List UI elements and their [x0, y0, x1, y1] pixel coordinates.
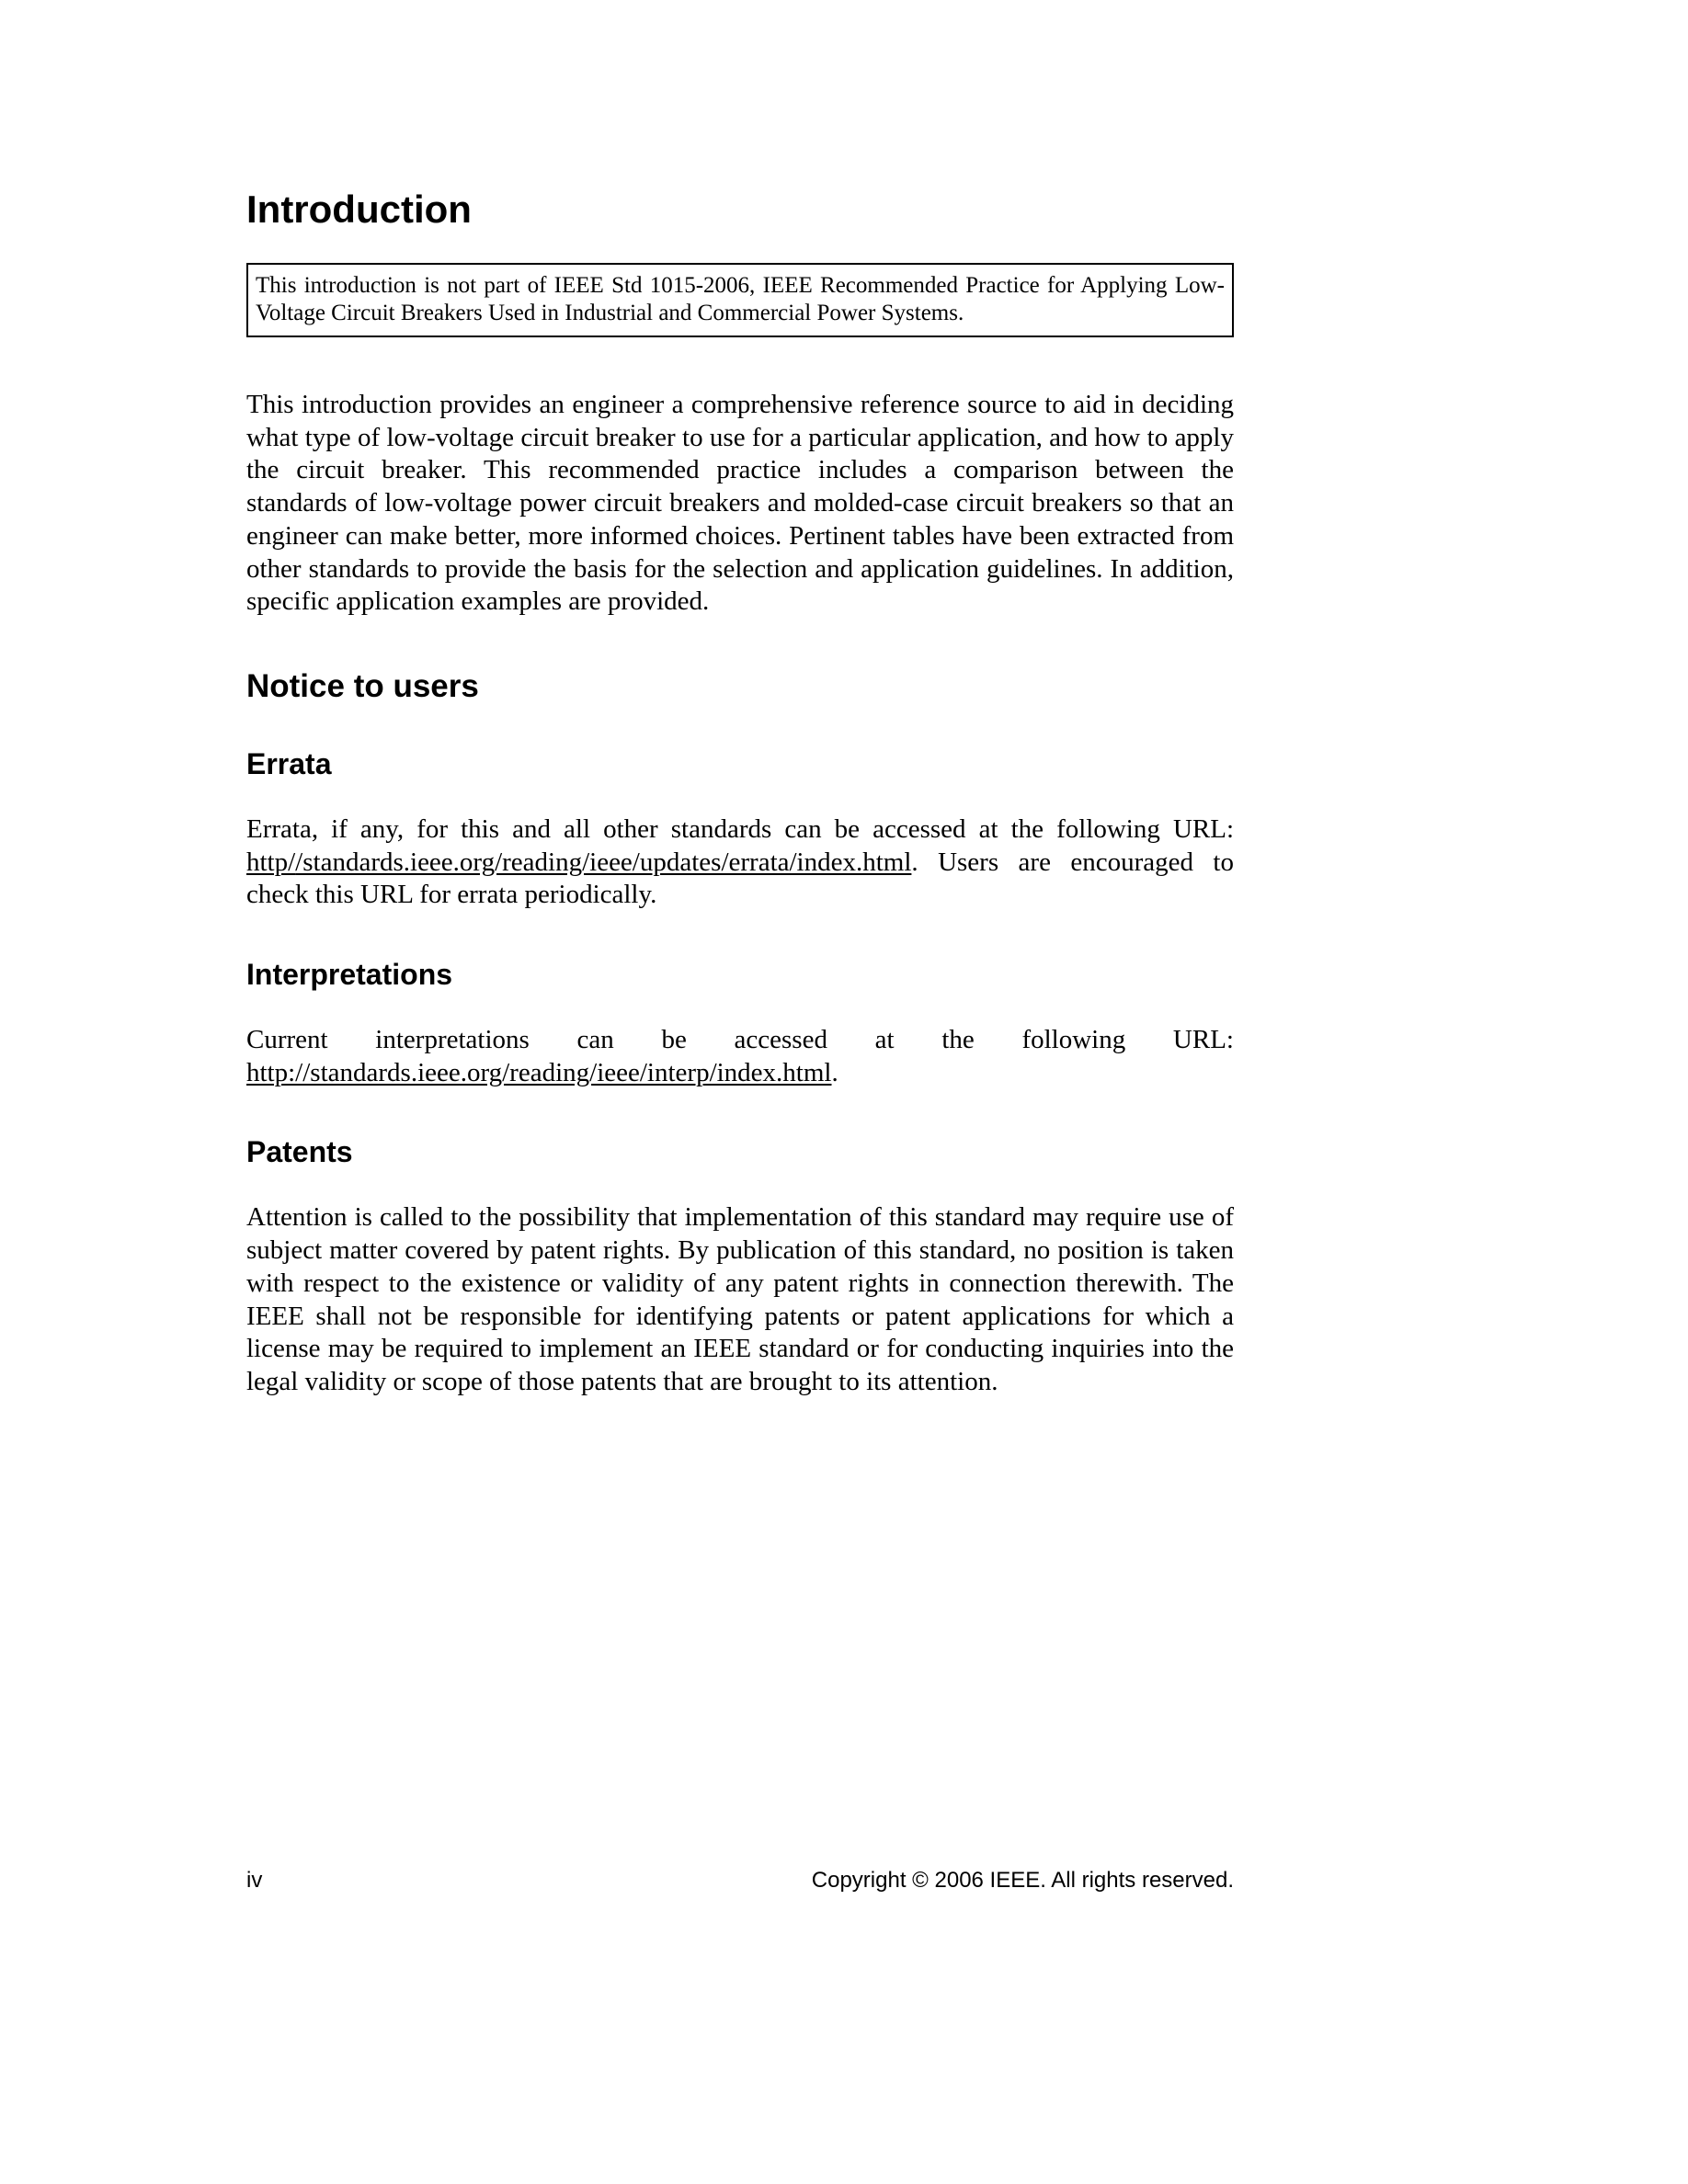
page-content	[246, 182, 1234, 1399]
interpretations-text-after: .	[831, 1057, 838, 1087]
patents-paragraph: Attention is called to the possibility that implementation of this standard may require use of subject matter covered by patent rights. By publication of this standard, no position is taken with respect to the existence or validity of any patent rights in connection therewith. The IEEE shall not be responsible for identifying patents or patent applications for which a license may be required to implement an IEEE standard or for conducting inquiries into the legal validity or scope of those patents that are brought to its attention.	[246, 1202, 1234, 1396]
errata-paragraph	[246, 813, 1234, 912]
patents-heading: Patents	[246, 1135, 353, 1169]
errata-url-link-part1[interactable]: http/	[246, 847, 296, 877]
introduction-notice-box: This introduction is not part of IEEE Std 1015-2006, IEEE Recommended Practice for Applying Low-Voltage Circuit Breakers Used in Industrial and Commercial Power Systems.	[246, 263, 1234, 337]
errata-url-link-part2[interactable]: /standards.ieee.org/reading/ieee/updates/errata/index.html	[295, 847, 912, 877]
notice-to-users-heading: Notice to users	[246, 667, 479, 704]
interpretations-heading: Interpretations	[246, 958, 453, 992]
introduction-heading: Introduction	[246, 188, 472, 231]
page-footer	[246, 1868, 1234, 1894]
errata-text-after: . Users are encouraged to check this URL for errata periodically.	[246, 847, 1234, 910]
interpretations-url-link[interactable]: http://standards.ieee.org/reading/ieee/interp/index.html	[246, 1057, 832, 1087]
page-number: iv	[246, 1868, 263, 1893]
interpretations-paragraph	[246, 1024, 1234, 1089]
copyright-notice: Copyright © 2006 IEEE. All rights reserved.	[811, 1868, 1234, 1893]
interpretations-text-before: Current interpretations can be accessed at the following URL:	[246, 1025, 1234, 1055]
introduction-paragraph: This introduction provides an engineer a comprehensive reference source to aid in deciding what type of low-voltage circuit breaker to use for a particular application, and how to apply the circuit breaker. This recommended practice includes a comparison between the standards of low-voltage power circuit breakers and molded-case circuit breakers so that an engineer can make better, more informed choices. Pertinent tables have been extracted from other standards to provide the basis for the selection and application guidelines. In addition, specific application examples are provided.	[246, 390, 1234, 617]
errata-heading: Errata	[246, 746, 332, 780]
errata-text-before: Errata, if any, for this and all other standards can be accessed at the following URL:	[246, 813, 1234, 844]
